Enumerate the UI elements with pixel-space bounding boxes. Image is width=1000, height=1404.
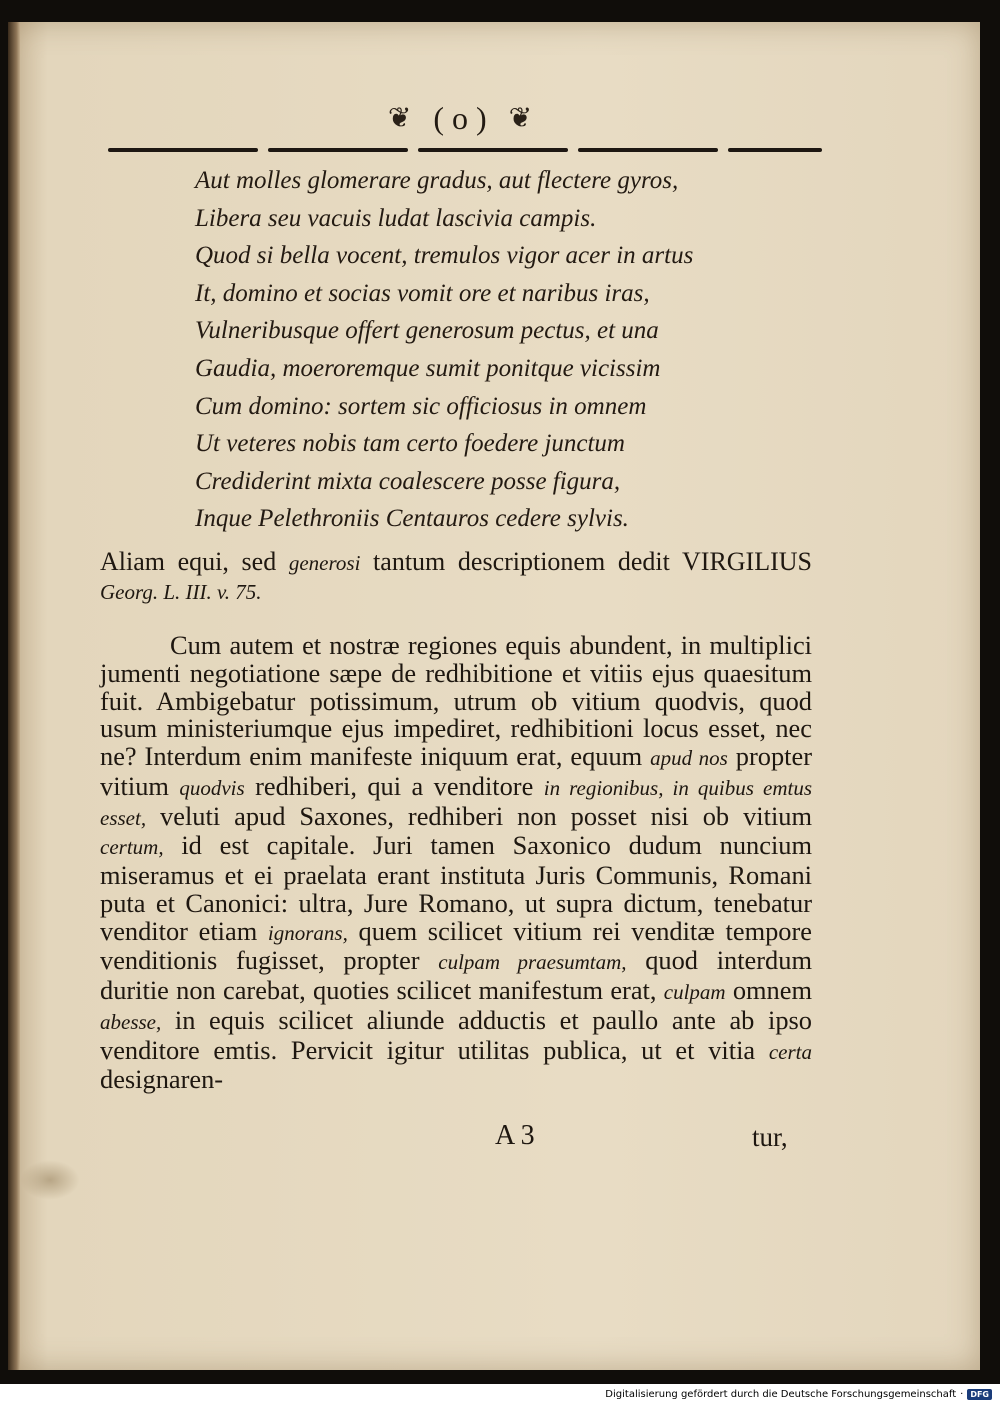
- ornament-icon: ❦: [508, 103, 533, 134]
- page-marker: ( o ): [433, 99, 487, 136]
- italic-run: ignorans,: [267, 920, 348, 945]
- italic-run: abesse,: [100, 1009, 162, 1034]
- text-run: quem scilicet vitium rei venditæ tempore venditionis fugisset, propter: [100, 915, 812, 976]
- text-run: quod interdum duritie non carebat, quoties scilicet manifestum erat,: [100, 945, 812, 1005]
- footer-separator: ·: [960, 1388, 964, 1400]
- italic-run: culpam praesumtam,: [438, 950, 627, 975]
- text-run: propter vitium: [100, 741, 812, 801]
- header-rule: [108, 148, 822, 156]
- italic-run: quodvis: [179, 775, 245, 800]
- text-run: in equis scilicet aliunde adductis et paullo ante ab ipso venditore emtis. Pervicit igitur utilitas publica, ut et vitia: [100, 1004, 812, 1065]
- verse-line: Gaudia, moeroremque sumit ponitque vicissim: [195, 354, 661, 382]
- text-run: Aliam equi, sed: [100, 547, 289, 576]
- italic-run: certum,: [100, 835, 164, 860]
- footer-credit: Digitalisierung gefördert durch die Deutsche Forschungsgemeinschaft: [605, 1388, 957, 1400]
- verse-line: Ut veteres nobis tam certo foedere junctum: [195, 430, 625, 458]
- page-header: [100, 92, 820, 144]
- catchword: tur,: [752, 1122, 788, 1152]
- text-run: omnem: [725, 975, 812, 1005]
- paragraph-virgil: [100, 548, 812, 606]
- paragraph-main: [100, 632, 812, 1094]
- verse-line: Cum domino: sortem sic officiosus in omnem: [195, 392, 647, 420]
- text-run: Cum autem et nostræ regiones equis abundent, in multiplici jumenti negotiatione sæpe de redhibitione et vitiis ejus quaesitum fuit. Ambigebatur potissimum, utrum ob vitium quodvis, quod usum ministeriumque ejus impediret, redhibitioni locus esset, nec ne? Interdum enim manifeste iniquum erat, equum: [100, 630, 812, 771]
- verse-line: Inque Pelethroniis Centauros cedere sylvis.: [195, 505, 629, 533]
- verse-line: Vulneribusque offert generosum pectus, et una: [195, 317, 659, 345]
- italic-run: generosi: [288, 551, 361, 575]
- paper-stain: [20, 1160, 80, 1200]
- page-spine: [8, 22, 20, 1370]
- ornament-icon: ❦: [387, 103, 412, 134]
- text-run: redhiberi, qui a venditore: [244, 770, 544, 801]
- text-run: veluti apud Saxones, redhiberi non posset nisi ob vitium: [146, 800, 812, 831]
- italic-run: in regionibus, in quibus emtus esset,: [100, 775, 813, 830]
- verse-line: Quod si bella vocent, tremulos vigor acer in artus: [195, 242, 694, 270]
- italic-run: culpam: [663, 980, 726, 1004]
- text-run: designaren-: [100, 1064, 224, 1095]
- citation: Georg. L. III. v. 75.: [100, 580, 262, 604]
- verse-line: It, domino et socias vomit ore et naribus iras,: [195, 279, 650, 307]
- dfg-logo[interactable]: DFG: [967, 1389, 992, 1400]
- footer-bar: [0, 1384, 1000, 1404]
- italic-run: certa: [768, 1039, 812, 1064]
- text-run: id est capitale. Juri tamen Saxonico dudum nuncium miseramus et ei praelata erant instituta Juris Communis, Romani puta et Canonici: ultra, Jure Romano, ut supra dictum, tenebatur venditor etiam: [100, 830, 812, 946]
- italic-run: apud nos: [650, 746, 728, 770]
- text-run: tantum descriptionem dedit VIRGILIUS: [360, 547, 812, 576]
- verse-block: [195, 162, 755, 538]
- signature-mark: A 3: [495, 1120, 535, 1151]
- verse-line: Crediderint mixta coalescere posse figura,: [195, 467, 621, 495]
- verse-line: Aut molles glomerare gradus, aut flectere gyros,: [195, 167, 679, 194]
- verse-line: Libera seu vacuis ludat lascivia campis.: [195, 204, 597, 232]
